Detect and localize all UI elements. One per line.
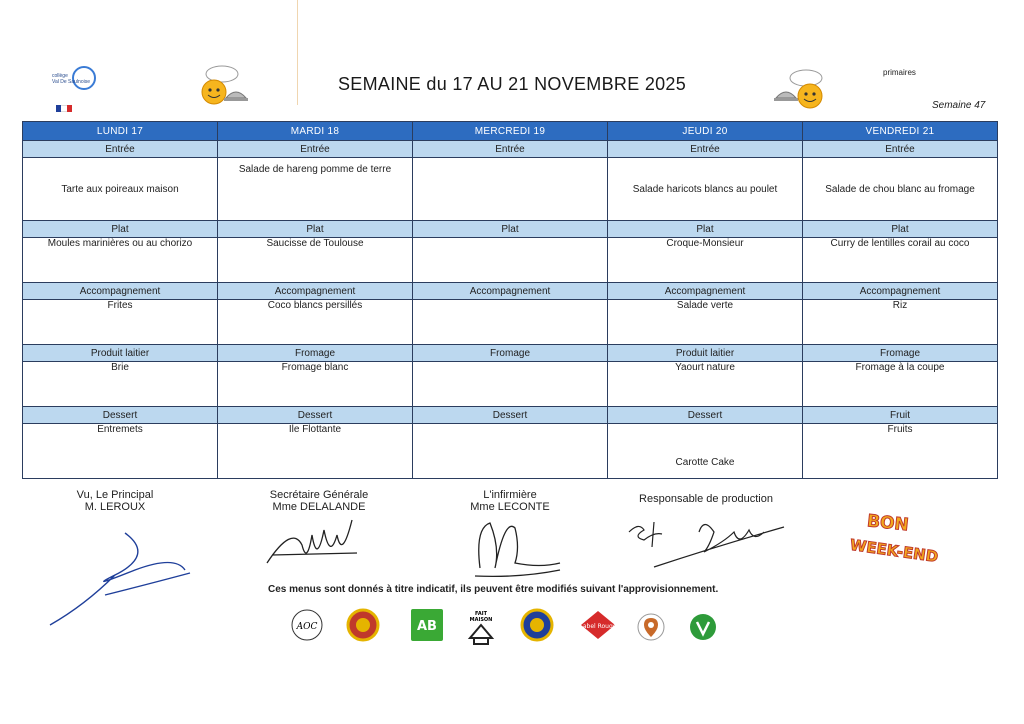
divider-line [297, 0, 298, 105]
dish-cell: Saucisse de Toulouse [218, 238, 413, 283]
dish-cell: Fromage à la coupe [803, 362, 998, 407]
category-cell: Fromage [413, 345, 608, 362]
college-logo-text: collège Val De Saulnoise [52, 73, 90, 85]
aop-label-icon [346, 608, 380, 642]
dish-row [23, 238, 998, 283]
dish-row [23, 300, 998, 345]
bon-week-end-line2: WEEK-END [848, 535, 940, 566]
category-cell: Plat [413, 221, 608, 238]
dish-cell: Croque-Monsieur [608, 238, 803, 283]
nurse-name: Mme LECONTE [470, 501, 550, 513]
category-cell: Entrée [803, 141, 998, 158]
local-product-label-icon [634, 608, 668, 642]
nurse-signature [470, 508, 570, 583]
day-header: VENDREDI 21 [803, 122, 998, 141]
ab-organic-label-icon [410, 608, 444, 642]
category-cell: Accompagnement [608, 283, 803, 300]
dish-cell: Frites [23, 300, 218, 345]
day-header-row [23, 122, 998, 141]
dish-cell: Salade haricots blancs au poulet [608, 158, 803, 221]
category-cell: Fromage [218, 345, 413, 362]
category-cell: Produit laitier [23, 345, 218, 362]
svg-text:AOC: AOC [296, 622, 318, 632]
dish-cell: Salade verte [608, 300, 803, 345]
principal-name: M. LEROUX [84, 501, 146, 513]
category-cell: Dessert [608, 407, 803, 424]
category-cell: Plat [608, 221, 803, 238]
category-cell: Accompagnement [23, 283, 218, 300]
day-header: LUNDI 17 [23, 122, 218, 141]
category-row [23, 283, 998, 300]
category-cell: Entrée [218, 141, 413, 158]
bon-week-end-sticker [845, 508, 955, 568]
category-cell: Plat [803, 221, 998, 238]
category-cell: Entrée [23, 141, 218, 158]
day-header: MARDI 18 [218, 122, 413, 141]
page-title: SEMAINE du 17 AU 21 NOVEMBRE 2025 [338, 74, 687, 94]
principal-signature-block [40, 489, 190, 513]
dish-cell [413, 362, 608, 407]
label-rouge-icon [578, 608, 617, 642]
aoc-label-icon [290, 608, 324, 642]
chef-smiley-icon [192, 64, 248, 112]
category-cell: Produit laitier [608, 345, 803, 362]
dish-cell: Moules marinières ou au chorizo [23, 238, 218, 283]
disclaimer-note: Ces menus sont donnés à titre indicatif, ils peuvent être modifiés suivant l'approvisionnement. [268, 584, 719, 595]
category-cell: Dessert [413, 407, 608, 424]
college-logo [20, 65, 100, 113]
bon-week-end-line1: BON [866, 511, 910, 536]
day-header: MERCREDI 19 [413, 122, 608, 141]
svg-text:Label Rouge: Label Rouge [579, 623, 617, 630]
category-cell: Entrée [413, 141, 608, 158]
production-role: Responsable de production [639, 493, 773, 505]
vegetarian-label-icon [686, 608, 720, 642]
menu-table [22, 121, 998, 479]
dish-cell: Salade de hareng pomme de terre [218, 158, 413, 221]
dish-cell: Coco blancs persillés [218, 300, 413, 345]
category-cell: Fromage [803, 345, 998, 362]
dish-cell: Ile Flottante [218, 424, 413, 479]
chef-smiley-icon-right [772, 68, 828, 116]
dish-cell: Tarte aux poireaux maison [23, 158, 218, 221]
dish-cell: Fruits [803, 424, 998, 479]
category-cell: Dessert [23, 407, 218, 424]
svg-text:FAIT: FAIT [475, 611, 487, 617]
dish-cell [413, 158, 608, 221]
secretary-signature [262, 515, 362, 575]
category-row [23, 345, 998, 362]
dish-cell: Yaourt nature [608, 362, 803, 407]
dish-cell: Brie [23, 362, 218, 407]
dish-cell [413, 238, 608, 283]
dish-cell: Salade de chou blanc au fromage [803, 158, 998, 221]
category-row [23, 407, 998, 424]
dish-cell: Riz [803, 300, 998, 345]
secretary-role: Secrétaire Générale [269, 489, 369, 501]
category-cell: Dessert [218, 407, 413, 424]
dish-row [23, 424, 998, 479]
svg-text:AB: AB [417, 619, 437, 634]
nurse-role: L'infirmière [483, 489, 537, 501]
day-header: JEUDI 20 [608, 122, 803, 141]
production-signature [624, 512, 789, 574]
secretary-name: Mme DELALANDE [272, 501, 366, 513]
french-flag-icon [56, 99, 72, 106]
category-cell: Accompagnement [803, 283, 998, 300]
audience-label: primaires [883, 68, 916, 77]
dish-cell [413, 300, 608, 345]
category-cell: Accompagnement [218, 283, 413, 300]
principal-role: Vu, Le Principal [76, 489, 154, 501]
category-cell: Entrée [608, 141, 803, 158]
category-row [23, 141, 998, 158]
dish-cell: Fromage blanc [218, 362, 413, 407]
week-number: Semaine 47 [932, 100, 986, 111]
secretary-signature-block [244, 489, 394, 513]
dish-cell: Carotte Cake [608, 424, 803, 479]
category-row [23, 221, 998, 238]
category-cell: Plat [23, 221, 218, 238]
category-cell: Plat [218, 221, 413, 238]
dish-cell [413, 424, 608, 479]
svg-text:MAISON: MAISON [469, 617, 493, 623]
dish-cell: Entremets [23, 424, 218, 479]
category-cell: Fruit [803, 407, 998, 424]
dish-cell: Curry de lentilles corail au coco [803, 238, 998, 283]
igp-label-icon [520, 608, 554, 642]
production-signature-block [618, 493, 794, 505]
dish-row [23, 158, 998, 221]
principal-signature [45, 525, 195, 635]
fait-maison-label-icon [464, 608, 498, 642]
dish-row [23, 362, 998, 407]
category-cell: Accompagnement [413, 283, 608, 300]
